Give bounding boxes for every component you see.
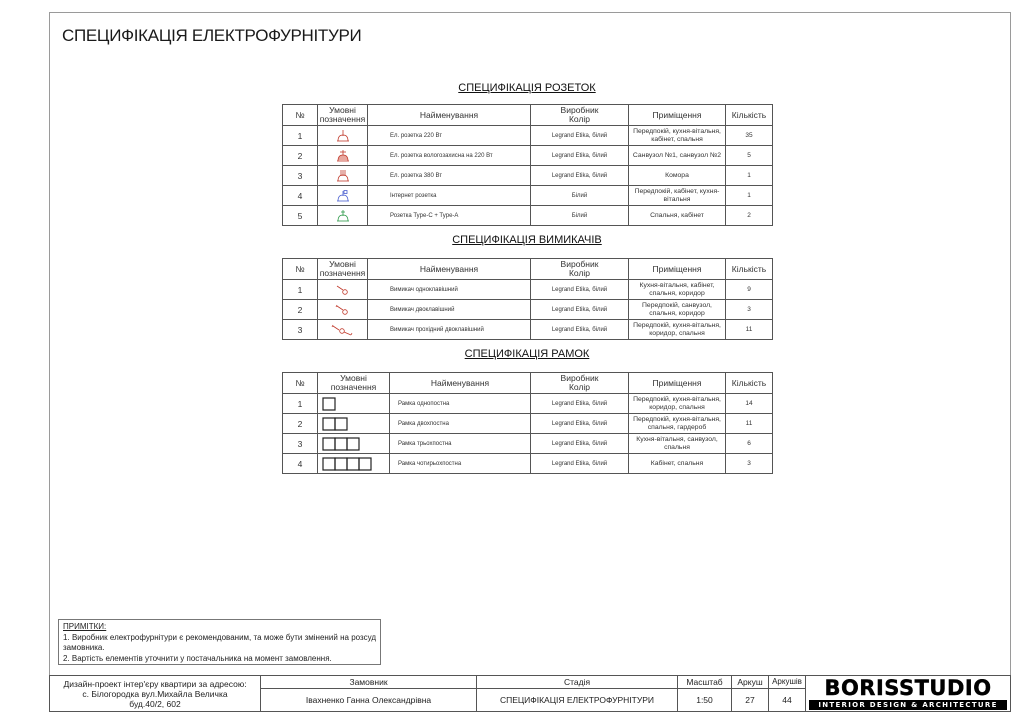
row-name: Рамка трьохпостна bbox=[390, 434, 531, 454]
row-symbol bbox=[318, 280, 368, 300]
usb-socket-icon bbox=[335, 210, 351, 222]
scale-label: Масштаб bbox=[678, 676, 732, 689]
switch-double-icon bbox=[334, 304, 352, 316]
table-header-row bbox=[283, 259, 773, 280]
socket-waterproof-icon bbox=[335, 150, 351, 162]
col-num: № bbox=[283, 259, 318, 280]
row-name: Ел. розетка вологозахисна на 220 Вт bbox=[368, 146, 531, 166]
note-item: 1. Виробник електрофурнітури є рекомендованим, та може бути змінений на розсуд замовника. bbox=[63, 632, 376, 652]
col-symbol-line1: Умовні bbox=[340, 373, 367, 383]
row-num: 2 bbox=[283, 414, 318, 434]
col-maker-line2: Колір bbox=[568, 114, 591, 124]
frames-table bbox=[282, 372, 773, 474]
frame-1-post-icon bbox=[322, 397, 336, 411]
row-name: Рамка однопостна bbox=[390, 394, 531, 414]
row-name: Розетка Type-C + Type-A bbox=[368, 206, 531, 226]
col-room: Приміщення bbox=[629, 259, 726, 280]
col-room: Приміщення bbox=[629, 373, 726, 394]
row-qty: 14 bbox=[726, 394, 773, 414]
page-title: СПЕЦИФІКАЦІЯ ЕЛЕКТРОФУРНІТУРИ bbox=[62, 26, 362, 45]
row-maker: Legrand Etika, білий bbox=[531, 320, 629, 340]
table-row bbox=[283, 300, 773, 320]
row-qty: 1 bbox=[726, 166, 773, 186]
row-symbol bbox=[318, 166, 368, 186]
row-symbol bbox=[318, 126, 368, 146]
row-num: 4 bbox=[283, 454, 318, 474]
row-room: Кухня-вітальня, санвузол, спальня bbox=[629, 434, 726, 454]
col-room: Приміщення bbox=[629, 105, 726, 126]
socket-220v-icon bbox=[335, 130, 351, 142]
row-symbol bbox=[318, 300, 368, 320]
col-maker-line2: Колір bbox=[568, 268, 591, 278]
row-num: 2 bbox=[283, 300, 318, 320]
row-room: Передпокій, кухня-вітальня, коридор, спальня bbox=[629, 394, 726, 414]
sheets-value: 44 bbox=[769, 689, 806, 712]
row-symbol bbox=[318, 186, 368, 206]
row-symbol bbox=[318, 434, 390, 454]
row-name: Рамка двохпостна bbox=[390, 414, 531, 434]
row-num: 4 bbox=[283, 186, 318, 206]
row-symbol bbox=[318, 454, 390, 474]
row-num: 1 bbox=[283, 394, 318, 414]
table-row bbox=[283, 206, 773, 226]
row-room: Передпокій, санвузол, спальня, коридор bbox=[629, 300, 726, 320]
col-maker-line1: Виробник bbox=[560, 373, 599, 383]
row-num: 2 bbox=[283, 146, 318, 166]
col-symbol-line2: позначення bbox=[319, 268, 366, 278]
row-maker: Legrand Etika, білий bbox=[531, 166, 629, 186]
row-maker: Білий bbox=[531, 206, 629, 226]
row-room: Передпокій, кухня-вітальня, кабінет, спальня bbox=[629, 126, 726, 146]
row-qty: 5 bbox=[726, 146, 773, 166]
row-maker: Legrand Etika, білий bbox=[531, 434, 629, 454]
row-room: Передпокій, кабінет, кухня-вітальня bbox=[629, 186, 726, 206]
logo-tagline: INTERIOR DESIGN & ARCHITECTURE bbox=[809, 700, 1007, 710]
row-room: Спальня, кабінет bbox=[629, 206, 726, 226]
row-num: 3 bbox=[283, 320, 318, 340]
switch-passthrough-icon bbox=[330, 324, 356, 336]
studio-logo bbox=[805, 675, 1011, 712]
address-line1: Дизайн-проект інтер'єру квартири за адресою: bbox=[63, 678, 247, 689]
col-symbol bbox=[318, 259, 368, 280]
note-item: 2. Вартість елементів уточнити у постачальника на момент замовлення. bbox=[63, 653, 332, 663]
row-num: 3 bbox=[283, 166, 318, 186]
table-row bbox=[283, 280, 773, 300]
frame-4-post-icon bbox=[322, 457, 372, 471]
logo-name: BORISSTUDIO bbox=[824, 676, 992, 700]
col-maker bbox=[531, 259, 629, 280]
row-symbol bbox=[318, 146, 368, 166]
table-row bbox=[283, 434, 773, 454]
col-qty: Кількість bbox=[726, 259, 773, 280]
table-row bbox=[283, 126, 773, 146]
table-row bbox=[283, 454, 773, 474]
table-row bbox=[283, 186, 773, 206]
row-name: Ел. розетка 380 Вт bbox=[368, 166, 531, 186]
switches-section-title: СПЕЦИФІКАЦІЯ ВИМИКАЧІВ bbox=[452, 234, 602, 246]
row-qty: 35 bbox=[726, 126, 773, 146]
row-room: Кабінет, спальня bbox=[629, 454, 726, 474]
table-row bbox=[283, 394, 773, 414]
row-room: Передпокій, кухня-вітальня, коридор, спальня bbox=[629, 320, 726, 340]
customer-label: Замовник bbox=[261, 676, 477, 689]
row-num: 1 bbox=[283, 280, 318, 300]
row-name: Вимикач прохідний двоклавішний bbox=[368, 320, 531, 340]
row-symbol bbox=[318, 320, 368, 340]
table-header-row bbox=[283, 105, 773, 126]
col-symbol-line2: позначення bbox=[330, 382, 377, 392]
address-line2: с. Білогородка вул.Михайла Величка bbox=[82, 688, 228, 699]
row-qty: 11 bbox=[726, 414, 773, 434]
frame-3-post-icon bbox=[322, 437, 360, 451]
row-num: 3 bbox=[283, 434, 318, 454]
col-name: Найменування bbox=[390, 373, 531, 394]
row-maker: Legrand Etika, білий bbox=[531, 280, 629, 300]
sheets-label: Аркушів bbox=[769, 676, 806, 689]
row-qty: 2 bbox=[726, 206, 773, 226]
row-room: Передпокій, кухня-вітальня, спальня, гардероб bbox=[629, 414, 726, 434]
project-address bbox=[50, 676, 261, 712]
internet-socket-icon bbox=[335, 190, 351, 202]
title-block bbox=[49, 675, 806, 712]
row-symbol bbox=[318, 414, 390, 434]
col-symbol-line2: позначення bbox=[319, 114, 366, 124]
col-maker-line1: Виробник bbox=[560, 105, 599, 115]
row-num: 5 bbox=[283, 206, 318, 226]
col-maker bbox=[531, 105, 629, 126]
col-symbol-line1: Умовні bbox=[329, 105, 356, 115]
col-qty: Кількість bbox=[726, 373, 773, 394]
row-name: Вимикач одноклавішний bbox=[368, 280, 531, 300]
col-maker-line1: Виробник bbox=[560, 259, 599, 269]
table-row bbox=[283, 146, 773, 166]
row-qty: 11 bbox=[726, 320, 773, 340]
row-maker: Legrand Etika, білий bbox=[531, 414, 629, 434]
notes-box bbox=[58, 619, 381, 665]
frame-2-post-icon bbox=[322, 417, 348, 431]
row-qty: 9 bbox=[726, 280, 773, 300]
row-name: Вимикач двоклавішний bbox=[368, 300, 531, 320]
table-row bbox=[283, 166, 773, 186]
col-name: Найменування bbox=[368, 259, 531, 280]
row-maker: Legrand Etika, білий bbox=[531, 300, 629, 320]
table-header-row bbox=[283, 373, 773, 394]
table-row bbox=[283, 414, 773, 434]
address-line3: буд.40/2, 602 bbox=[129, 698, 181, 709]
socket-380v-icon bbox=[335, 170, 351, 182]
row-maker: Legrand Etika, білий bbox=[531, 126, 629, 146]
customer-value: Івахненко Ганна Олександрівна bbox=[261, 689, 477, 712]
row-maker: Legrand Etika, білий bbox=[531, 394, 629, 414]
notes-heading: ПРИМІТКИ: bbox=[63, 622, 107, 631]
col-symbol-line1: Умовні bbox=[329, 259, 356, 269]
col-qty: Кількість bbox=[726, 105, 773, 126]
row-maker: Legrand Etika, білий bbox=[531, 454, 629, 474]
sheet-value: 27 bbox=[732, 689, 769, 712]
row-maker: Білий bbox=[531, 186, 629, 206]
col-num: № bbox=[283, 105, 318, 126]
row-maker: Legrand Etika, білий bbox=[531, 146, 629, 166]
sockets-table bbox=[282, 104, 773, 226]
row-room: Комора bbox=[629, 166, 726, 186]
table-row bbox=[283, 320, 773, 340]
row-num: 1 bbox=[283, 126, 318, 146]
row-qty: 3 bbox=[726, 300, 773, 320]
row-symbol bbox=[318, 206, 368, 226]
row-room: Кухня-вітальня, кабінет, спальня, коридор bbox=[629, 280, 726, 300]
switch-single-icon bbox=[334, 284, 352, 296]
stage-value: СПЕЦИФІКАЦІЯ ЕЛЕКТРОФУРНІТУРИ bbox=[477, 689, 678, 712]
scale-value: 1:50 bbox=[678, 689, 732, 712]
row-name: Рамка чотирьохпостна bbox=[390, 454, 531, 474]
sheet-label: Аркуш bbox=[732, 676, 769, 689]
col-symbol bbox=[318, 373, 390, 394]
col-maker-line2: Колір bbox=[568, 382, 591, 392]
sockets-section-title: СПЕЦИФІКАЦІЯ РОЗЕТОК bbox=[458, 82, 596, 94]
col-maker bbox=[531, 373, 629, 394]
col-name: Найменування bbox=[368, 105, 531, 126]
row-qty: 3 bbox=[726, 454, 773, 474]
frames-section-title: СПЕЦИФІКАЦІЯ РАМОК bbox=[464, 348, 590, 360]
row-symbol bbox=[318, 394, 390, 414]
row-qty: 6 bbox=[726, 434, 773, 454]
col-symbol bbox=[318, 105, 368, 126]
stage-label: Стадія bbox=[477, 676, 678, 689]
row-room: Санвузол №1, санвузол №2 bbox=[629, 146, 726, 166]
row-qty: 1 bbox=[726, 186, 773, 206]
row-name: Ел. розетка 220 Вт bbox=[368, 126, 531, 146]
col-num: № bbox=[283, 373, 318, 394]
switches-table bbox=[282, 258, 773, 340]
row-name: Інтернет розетка bbox=[368, 186, 531, 206]
